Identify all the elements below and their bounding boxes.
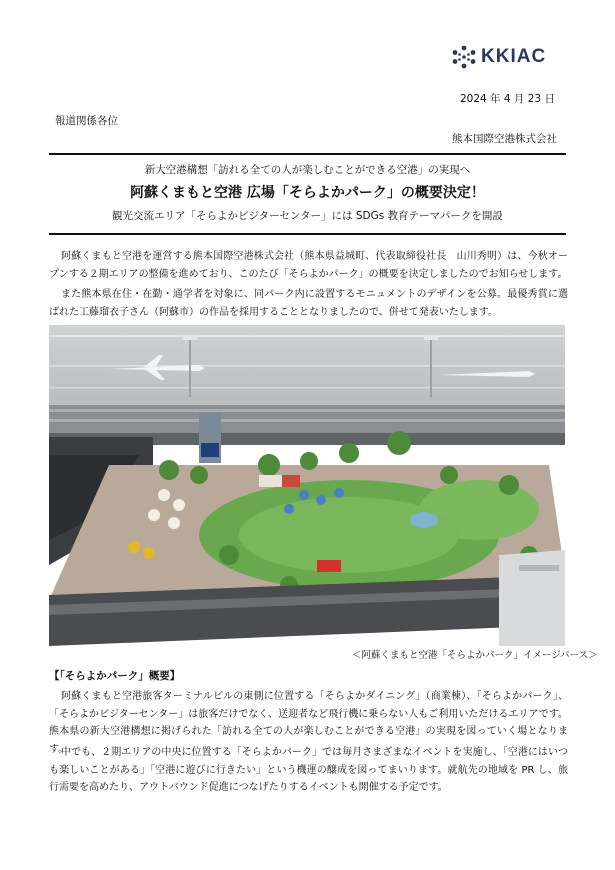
company-logo bbox=[449, 44, 569, 70]
pre-title: 新大空港構想「訪れる全ての人が楽しむことができる空港」の実現へ bbox=[144, 164, 471, 176]
intro-paragraph-1: 阿蘇くまもと空港を運営する熊本国際空港株式会社（熊本県益城町、代表取締役社長 山川秀明）は、今秋オープンする２期エリアの整備を進めており、このたび「そらよかパーク」の概要を決定しましたのでお知らせします。 bbox=[49, 251, 568, 280]
logo-text: KKIAC bbox=[481, 46, 547, 67]
subtitle: 観光交流エリア「そらよかビジターセンター」には SDGs 教育テーマパークを開設 bbox=[112, 210, 503, 222]
company-name: 熊本国際空港株式会社 bbox=[452, 133, 557, 145]
release-date: 2024 年 4 月 23 日 bbox=[460, 93, 555, 105]
recipient: 報道関係各位 bbox=[55, 115, 118, 127]
section-heading-overview: 【「そらよかパーク」概要】 bbox=[49, 670, 181, 682]
image-caption: ＜阿蘇くまもと空港「そらよかパーク」イメージパース＞ bbox=[352, 650, 598, 661]
intro-paragraph-2: また熊本県在住・在勤・通学者を対象に、同パーク内に設置するモニュメントのデザインを公募。最優秀賞に選ばれた工藤瑠衣子さん（阿蘇市）の作品を採用することとなりましたので、併せて発表いたします。 bbox=[49, 289, 568, 318]
overview-paragraph-2: 中でも、２期エリアの中央に位置する「そらよかパーク」では毎月さまざまなイベントを実施し、「空港にはいつも楽しいことがある」「空港に遊びに行きたい」という機運の醸成を図ってまいります。就航先の地域を PR し、旅行需要を高めたり、アウトバウンド促進につなげたりするイベントも開催する予定です。 bbox=[49, 747, 568, 793]
page-title: 阿蘇くまもと空港 広場「そらよかパーク」の概要決定！ bbox=[130, 185, 485, 201]
snowflake-logo-icon bbox=[449, 44, 479, 70]
overview-paragraph-1: 阿蘇くまもと空港旅客ターミナルビルの東側に位置する「そらよかダイニング」（商業棟）、「そらよかパーク」、「そらよかビジターセンター」は旅客だけでなく、送迎者など飛行機に乗らない人もご利用いただけるエリアです。熊本県の新大空港構想に掲げられた「訪れる全ての人が楽しむことができる空港」の実現を図っていく場となります。 bbox=[49, 691, 568, 755]
park-rendering-image bbox=[49, 325, 565, 646]
divider-bottom bbox=[49, 233, 566, 235]
divider-top bbox=[49, 153, 566, 155]
